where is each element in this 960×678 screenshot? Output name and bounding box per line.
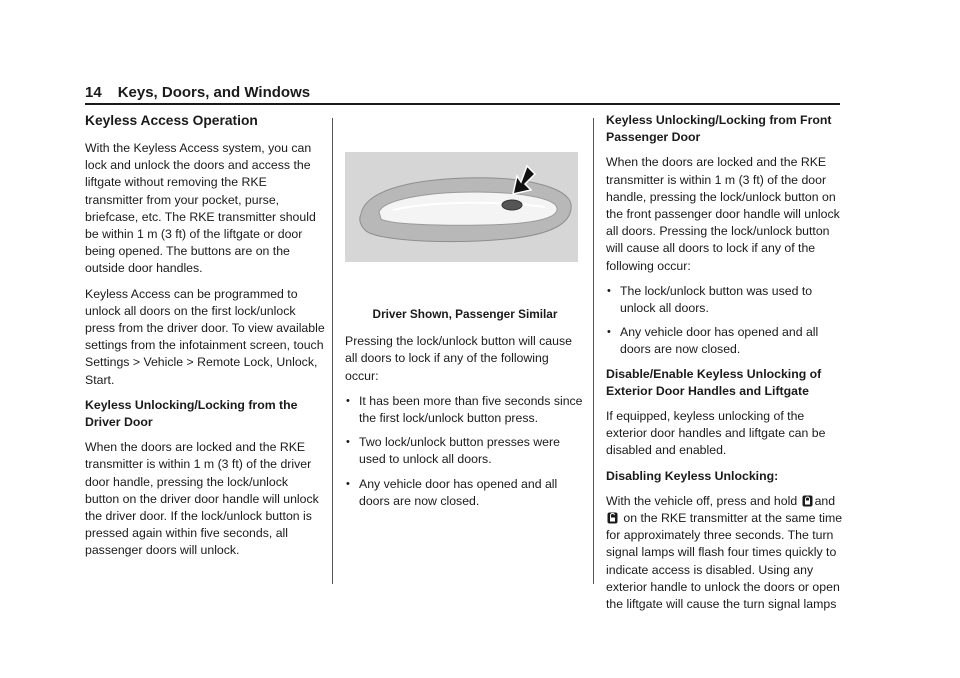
paragraph: When the doors are locked and the RKE transmitter is within 1 m (3 ft) of the driver door handle, pressing the lock/unlock button on the driver door handle will unlock the driver door. If the lock/unlock button is pressed again within five seconds, all passenger doors will unlock. <box>85 440 319 558</box>
list-item-text: The lock/unlock button was used to unlock all doors. <box>620 283 813 316</box>
column-1 <box>85 112 325 568</box>
door-handle-illustration <box>345 152 578 262</box>
list-item <box>345 434 585 468</box>
bullet-list <box>606 283 846 359</box>
paragraph-text: on the RKE transmitter at the same time for approximately three seconds. The turn signal lamps will flash four times quickly to indicate access is disabled. Using any exterior handle to unlock the doors or open the liftgate will cause the turn signal lamps <box>606 511 843 612</box>
paragraph: When the doors are locked and the RKE transmitter is within 1 m (3 ft) of the door handle, pressing the lock/unlock button on the front passenger door handle will unlock all doors. Pressing the lock/unlock button will cause all doors to lock if any of the following occur: <box>606 155 840 273</box>
bullet-icon: • <box>346 477 350 490</box>
lock-icon <box>802 495 813 507</box>
list-item-text: Any vehicle door has opened and all doors are now closed. <box>620 325 819 357</box>
column-divider-2 <box>593 118 594 584</box>
paragraph: Pressing the lock/unlock button will cause all doors to lock if any of the following occur: <box>345 334 572 383</box>
paragraph <box>606 493 846 613</box>
subheading: Keyless Unlocking/Locking from the Driver Door <box>85 397 298 430</box>
list-item <box>345 393 585 427</box>
paragraph-text: and <box>814 493 836 508</box>
section-title: Keys, Doors, and Windows <box>117 84 311 101</box>
subheading: Disabling Keyless Unlocking: <box>606 468 779 483</box>
list-item-text: It has been more than five seconds since the first lock/unlock button press. <box>359 393 583 426</box>
list-item <box>606 283 846 317</box>
door-handle-graphic <box>345 152 578 262</box>
paragraph: Keyless Access can be programmed to unlock all doors on the first lock/unlock press from the driver door. To view available settings from the infotainment screen, touch Settings > Vehicle > Remote Lock, Unlock, Start. <box>85 286 325 387</box>
list-item <box>606 324 846 358</box>
section-heading: Keyless Access Operation <box>85 113 258 128</box>
column-divider-1 <box>332 118 333 584</box>
unlock-icon <box>607 512 618 524</box>
paragraph: If equipped, keyless unlocking of the exterior door handles and liftgate can be disabled and enabled. <box>606 409 826 458</box>
column-3 <box>606 112 846 621</box>
bullet-icon: • <box>346 436 350 449</box>
list-item-text: Any vehicle door has opened and all doors are now closed. <box>359 476 558 508</box>
paragraph: With the Keyless Access system, you can lock and unlock the doors and access the liftgate without removing the RKE transmitter from your pocket, purse, briefcase, etc. The RKE transmitter should be within 1 m (3 ft) of the liftgate or door being opened. The buttons are on the outside door handles. <box>85 141 316 276</box>
page-header <box>85 84 840 101</box>
column-2 <box>345 112 585 517</box>
bullet-icon: • <box>607 326 611 339</box>
subheading: Disable/Enable Keyless Unlocking of Exterior Door Handles and Liftgate <box>606 366 822 398</box>
subheading: Keyless Unlocking/Locking from Front Passenger Door <box>606 113 832 145</box>
header-rule <box>85 103 840 105</box>
page-number: 14 <box>85 84 102 101</box>
bullet-list <box>345 393 585 510</box>
bullet-icon: • <box>607 284 611 297</box>
paragraph-text: With the vehicle off, press and hold <box>606 493 798 508</box>
figure-caption: Driver Shown, Passenger Similar <box>372 307 558 321</box>
list-item-text: Two lock/unlock button presses were used to unlock all doors. <box>359 435 560 467</box>
bullet-icon: • <box>346 394 350 407</box>
list-item <box>345 476 585 510</box>
